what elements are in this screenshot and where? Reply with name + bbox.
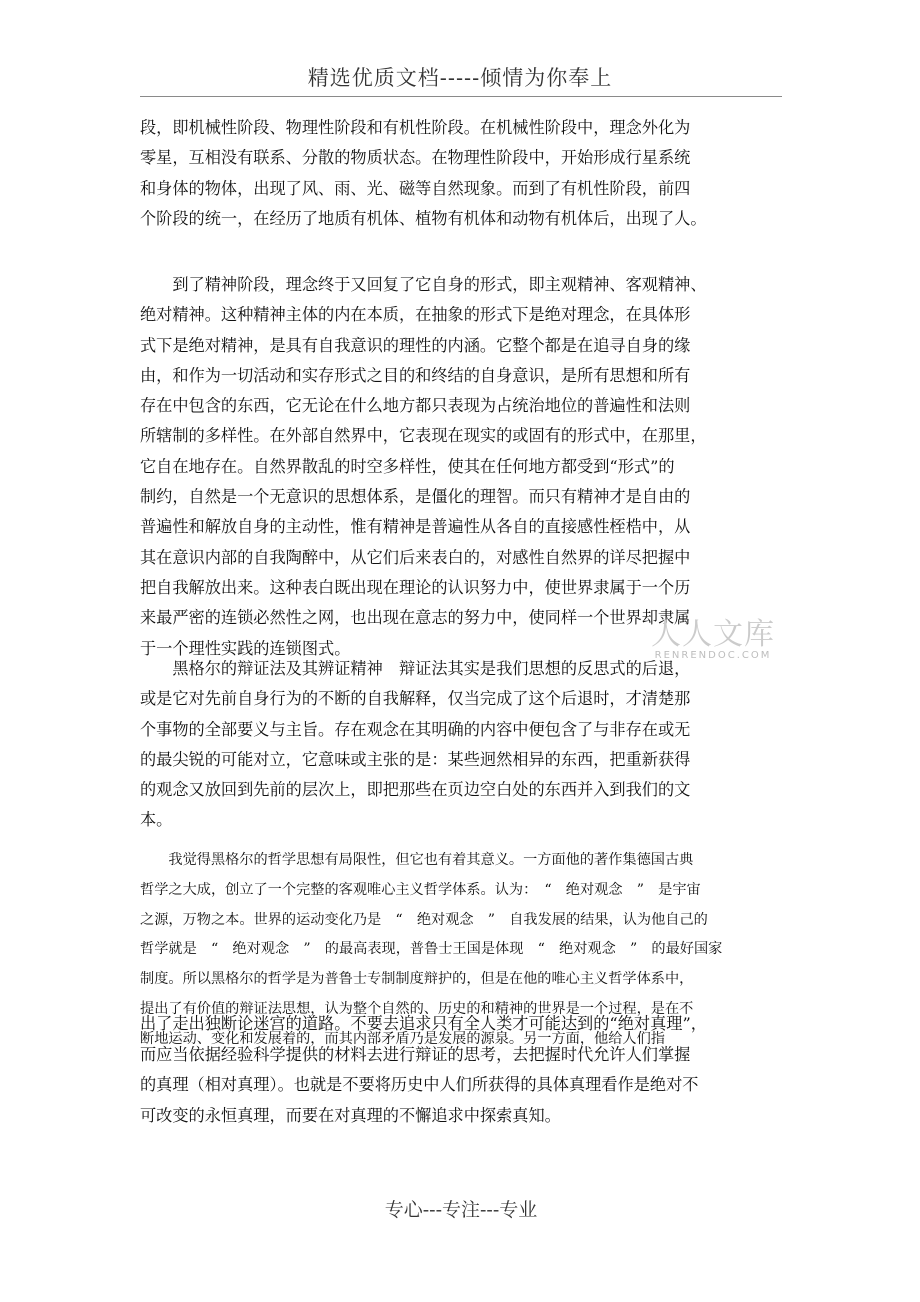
text-line: 来最严密的连锁必然性之网，也出现在意志的努力中，使同样一个世界却隶属	[140, 608, 691, 628]
watermark-title: 人人文库	[651, 617, 775, 652]
paragraph-5	[140, 1009, 782, 1131]
text-line: 哲学就是 “ 绝对观念 ” 的最高表现，普鲁士王国是体现 “ 绝对观念 ” 的最好国家	[140, 941, 723, 958]
text-line: 式下是绝对精神，是具有自我意识的理性的内涵。它整个都是在追寻自身的缘	[140, 335, 691, 355]
text-line: 其在意识内部的自我陶醉中，从它们后来表白的，对感性自然界的详尽把握中	[140, 547, 691, 567]
text-line: 存在中包含的东西，它无论在什么地方都只表现为占统治地位的普遍性和法则	[140, 396, 691, 416]
text-line: 把自我解放出来。这种表白既出现在理论的认识努力中，使世界隶属于一个历	[140, 577, 691, 597]
text-line: 绝对精神。这种精神主体的内在本质，在抽象的形式下是绝对理念，在具体形	[140, 305, 691, 325]
page-footer: 专心---专注---专业	[384, 1199, 538, 1221]
text-line: 之源，万物之本。世界的运动变化乃是 “ 绝对观念 ” 自我发展的结果，认为他自己的	[140, 911, 708, 928]
text-line: 或是它对先前自身行为的不断的自我解释，仅当完成了这个后退时，才清楚那	[140, 689, 691, 709]
text-line: 本。	[140, 810, 173, 830]
text-line: 可改变的永恒真理，而要在对真理的不懈追求中探索真知。	[140, 1105, 561, 1125]
text-line: 的观念又放回到先前的层次上，即把那些在页边空白处的东西并入到我们的文	[140, 780, 691, 800]
text-line: 所辖制的多样性。在外部自然界中，它表现在现实的或固有的形式中，在那里，	[140, 426, 707, 446]
text-line: 它自在地存在。自然界散乱的时空多样性，使其在任何地方都受到“形式”的	[140, 456, 675, 476]
text-line: 而应当依据经验科学提供的材料去进行辩证的思考，去把握时代允许人们掌握	[140, 1044, 691, 1064]
text-line: 断地运动、变化和发展着的，而其内部矛盾乃是发展的源泉。另一方面，他给人们指	[140, 1030, 665, 1047]
text-line: 个阶段的统一，在经历了地质有机体、植物有机体和动物有机体后，出现了人。	[140, 208, 707, 228]
paragraph-3	[140, 654, 782, 836]
text-line: 我觉得黑格尔的哲学思想有局限性，但它也有着其意义。一方面他的著作集德国古典	[140, 852, 694, 868]
text-line: 制约，自然是一个无意识的思想体系，是僵化的理智。而只有精神才是自由的	[140, 487, 691, 507]
text-line: 哲学之大成，创立了一个完整的客观唯心主义哲学体系。认为： “ 绝对观念 ” 是宇宙	[140, 881, 701, 898]
text-line: 零星，互相没有联系、分散的物质状态。在物理性阶段中，开始形成行星系统	[140, 148, 691, 168]
text-line: 个事物的全部要义与主旨。存在观念在其明确的内容中便包含了与非存在或无	[140, 719, 691, 739]
text-line: 提出了有价值的辩证法思想，认为整个自然的、历史的和精神的世界是一个过程，是在不	[140, 1000, 694, 1017]
text-line: 由，和作为一切活动和实存形式之目的和终结的自身意识，是所有思想和所有	[140, 365, 691, 385]
header-divider	[140, 96, 782, 97]
text-line: 制度。所以黑格尔的哲学是为普鲁士专制制度辩护的，但是在他的唯心主义哲学体系中，	[140, 971, 694, 988]
text-line: 出了走出独断论迷宫的道路。不要去追求只有全人类才可能达到的“绝对真理”，	[140, 1014, 707, 1033]
page-header-title: 精选优质文档-----倾情为你奉上	[307, 66, 613, 90]
text-line: 的最尖锐的可能对立，它意味或主张的是：某些迥然相异的东西，把重新获得	[140, 749, 691, 769]
text-line: 的真理（相对真理）。也就是不要将历史中人们所获得的具体真理看作是绝对不	[140, 1075, 699, 1094]
text-line: 普遍性和解放自身的主动性，惟有精神是普遍性从各自的直接感性桎梏中，从	[140, 517, 691, 537]
watermark-subtitle: RENRENDOC.COM	[654, 650, 772, 661]
text-line: 于一个理性实践的连锁图式。	[140, 638, 351, 658]
text-line: 段，即机械性阶段、物理性阶段和有机性阶段。在机械性阶段中，理念外化为	[140, 118, 691, 137]
paragraph-2	[140, 270, 782, 664]
text-line: 到了精神阶段，理念终于又回复了它自身的形式，即主观精神、客观精神、	[140, 275, 707, 294]
text-line: 和身体的物体，出现了风、雨、光、磁等自然现象。而到了有机性阶段，前四	[140, 178, 691, 198]
paragraph-1	[140, 113, 782, 234]
text-line: 黑格尔的辩证法及其辨证精神 辩证法其实是我们思想的反思式的后退，	[140, 659, 691, 678]
